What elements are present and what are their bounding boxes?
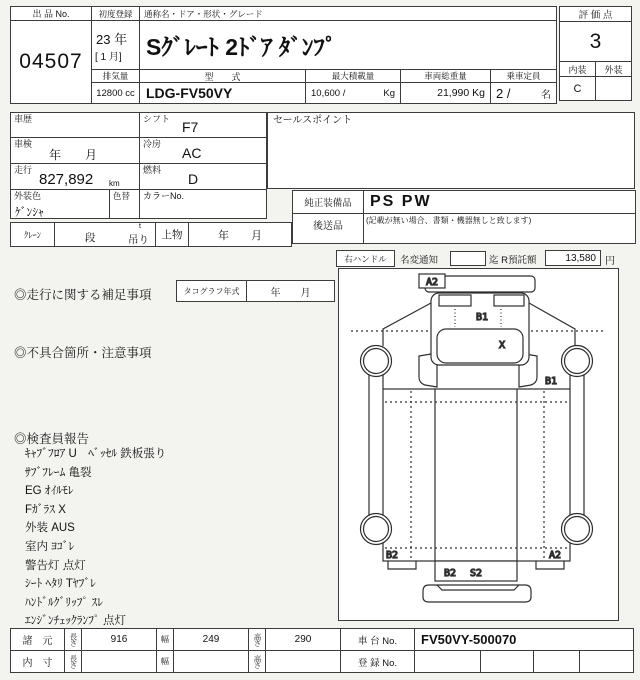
registration-no-cell bbox=[579, 650, 634, 673]
crane-lift-label: 吊り bbox=[128, 234, 149, 246]
first-registration-year: 23 年 bbox=[96, 32, 128, 47]
crane-label: ｸﾚｰﾝ bbox=[10, 222, 55, 247]
exterior-grade-value bbox=[595, 76, 632, 101]
width-header: 幅 bbox=[156, 650, 174, 673]
shift-value: F7 bbox=[182, 119, 199, 135]
exterior-grade-header: 外装 bbox=[595, 61, 632, 77]
inspection-label: 車検 bbox=[14, 139, 33, 149]
registration-no-cell bbox=[533, 650, 580, 673]
exterior-color-cell bbox=[10, 189, 110, 219]
damage-label-rear-right: A2 bbox=[549, 550, 562, 561]
inspection-cell bbox=[10, 137, 140, 164]
inspector-notes-list bbox=[25, 445, 325, 631]
exterior-color-label: 外装色 bbox=[14, 191, 42, 201]
ac-value: AC bbox=[182, 145, 202, 161]
width-header: 幅 bbox=[156, 628, 174, 651]
spec-row-header: 諸 元 bbox=[10, 628, 65, 651]
first-registration-value bbox=[91, 20, 140, 70]
inspector-note: ｻﾌﾞﾌﾚｰﾑ 亀裂 bbox=[25, 466, 92, 479]
name-change-label: 名変通知 bbox=[400, 255, 439, 266]
inner-width-value bbox=[173, 650, 249, 673]
color-change-label: 色替 bbox=[113, 191, 131, 201]
inspector-note: 外装 AUS bbox=[25, 522, 75, 535]
max-load-value: 10,600 / bbox=[311, 87, 346, 99]
body-equipment-date: 年 月 bbox=[188, 222, 292, 247]
vehicle-name-header: 通称名・ドア・形状・グレード bbox=[139, 6, 557, 21]
vehicle-name-value: Sｸﾞﾚｰﾄ 2ﾄﾞｱ ﾀﾞﾝﾌﾟ bbox=[139, 20, 557, 70]
spec-length-value: 916 bbox=[81, 628, 157, 651]
fuel-label: 燃料 bbox=[143, 165, 162, 175]
damage-label-right-side: B1 bbox=[545, 376, 558, 387]
inspector-report-title: ◎検査員報告 bbox=[14, 432, 90, 446]
model-code-value: LDG-FV50VY bbox=[139, 82, 306, 104]
damage-label-gate-right: S2 bbox=[470, 568, 483, 579]
sales-point-label: セールスポイント bbox=[273, 115, 353, 126]
interior-grade-value: C bbox=[559, 76, 596, 101]
registration-no-cell bbox=[414, 650, 481, 673]
mileage-notes-title: ◎走行に関する補足事項 bbox=[14, 288, 152, 302]
color-no-label: カラーNo. bbox=[143, 191, 185, 201]
damage-label-front-bumper: A2 bbox=[425, 277, 439, 288]
inspector-note: ｴﾝｼﾞﾝﾁｪｯｸﾗﾝﾌﾟ 点灯 bbox=[25, 615, 126, 628]
mileage-unit: km bbox=[109, 179, 120, 188]
interior-grade-header: 内装 bbox=[559, 61, 596, 77]
oem-equipment-label: 純正装備品 bbox=[292, 190, 364, 214]
defects-title: ◎不具合箇所・注意事項 bbox=[14, 346, 152, 360]
inspection-value: 年 月 bbox=[49, 148, 98, 162]
ac-cell bbox=[139, 137, 267, 164]
lot-number-value: 04507 bbox=[10, 20, 92, 104]
damage-label-gate-left: B2 bbox=[444, 568, 457, 579]
chassis-no-value: FV50VY-500070 bbox=[414, 628, 634, 651]
spec-width-value: 249 bbox=[173, 628, 249, 651]
lot-number-header: 出 品 No. bbox=[10, 6, 92, 21]
inspector-note: ｷｬﾌﾞﾌﾛｱ U ﾍﾞｯｾﾙ 鉄板張り bbox=[25, 448, 167, 460]
capacity-header: 乗車定員 bbox=[490, 69, 557, 83]
sales-point-box bbox=[267, 112, 635, 189]
rhd-badge: 右ハンドル bbox=[336, 250, 395, 267]
body-equipment-label: 上物 bbox=[155, 222, 189, 247]
tachograph-value: 年 月 bbox=[246, 280, 335, 302]
yen-label: 円 bbox=[605, 256, 615, 267]
first-registration-month: [ 1 月] bbox=[95, 52, 122, 63]
damage-label-windshield: X bbox=[499, 340, 506, 351]
first-registration-header: 初度登録 bbox=[91, 6, 140, 21]
later-items-cell bbox=[363, 213, 636, 244]
capacity-unit: 名 bbox=[541, 89, 551, 101]
later-items-note: (記載が無い場合、書類・機器無しと致します) bbox=[366, 216, 532, 225]
mileage-cell bbox=[10, 163, 140, 190]
crane-spec-cell bbox=[54, 222, 156, 247]
color-no-cell bbox=[139, 189, 267, 219]
registration-no-cell bbox=[480, 650, 534, 673]
ac-label: 冷房 bbox=[143, 139, 162, 149]
shift-label: シフト bbox=[143, 114, 171, 124]
displacement-value: 12800 cc bbox=[91, 82, 140, 104]
oem-equipment-value: PS PW bbox=[363, 190, 636, 214]
max-load-unit: Kg bbox=[383, 87, 395, 99]
deposit-label: 迄 R預託額 bbox=[489, 255, 537, 266]
height-header: 高さ bbox=[248, 650, 266, 673]
length-header: 長さ bbox=[64, 650, 82, 673]
inspector-note: EG ｵｲﾙﾓﾚ bbox=[25, 485, 74, 498]
capacity-value: 2 / bbox=[496, 85, 511, 101]
history-label: 車歴 bbox=[14, 114, 33, 124]
spec-height-value: 290 bbox=[265, 628, 341, 651]
inspector-note: ﾊﾝﾄﾞﾙｸﾞﾘｯﾌﾟ ｽﾚ bbox=[25, 596, 103, 609]
height-header: 高さ bbox=[248, 628, 266, 651]
registration-no-header: 登 録 No. bbox=[340, 650, 415, 673]
name-change-box bbox=[450, 251, 486, 266]
length-header: 長さ bbox=[64, 628, 82, 651]
model-code-header: 型 式 bbox=[139, 69, 306, 83]
gross-weight-value: 21,990 Kg bbox=[400, 82, 491, 104]
inner-length-value bbox=[81, 650, 157, 673]
crane-ton-label: t bbox=[139, 223, 141, 230]
inspector-note: ｼｰﾄ ﾍﾀﾘ Tﾔﾌﾞﾚ bbox=[25, 578, 96, 591]
history-cell bbox=[10, 112, 140, 138]
damage-label-rear-left: B2 bbox=[386, 550, 399, 561]
displacement-header: 排気量 bbox=[91, 69, 140, 83]
vehicle-diagram-box bbox=[338, 268, 619, 621]
damage-label-cab-roof: B1 bbox=[475, 312, 489, 323]
later-items-label: 後送品 bbox=[292, 213, 364, 244]
deposit-amount: 13,580 bbox=[545, 250, 601, 266]
crane-steps-label: 段 bbox=[85, 232, 96, 244]
mileage-value: 827,892 bbox=[39, 171, 94, 188]
fuel-value: D bbox=[188, 171, 199, 187]
fuel-cell bbox=[139, 163, 267, 190]
tachograph-label: タコグラフ年式 bbox=[176, 280, 247, 302]
shift-cell bbox=[139, 112, 267, 138]
mileage-label: 走行 bbox=[14, 165, 33, 175]
inspector-note: 警告灯 点灯 bbox=[25, 559, 86, 572]
chassis-no-header: 車 台 No. bbox=[340, 628, 415, 651]
color-change-cell bbox=[109, 189, 140, 219]
truck-top-view-diagram bbox=[339, 269, 618, 620]
inspector-note: 室内 ﾖｺﾞﾚ bbox=[25, 540, 75, 553]
score-header: 評 価 点 bbox=[559, 6, 632, 22]
inspector-note: Fｶﾞﾗｽ X bbox=[25, 503, 66, 516]
inner-dim-row-header: 内 寸 bbox=[10, 650, 65, 673]
max-load-header: 最大積載量 bbox=[305, 69, 401, 83]
score-value: 3 bbox=[559, 21, 632, 62]
inner-height-value bbox=[265, 650, 341, 673]
exterior-color-value: ｹﾞﾝｼｬ bbox=[15, 207, 44, 219]
gross-weight-header: 車両総重量 bbox=[400, 69, 491, 83]
